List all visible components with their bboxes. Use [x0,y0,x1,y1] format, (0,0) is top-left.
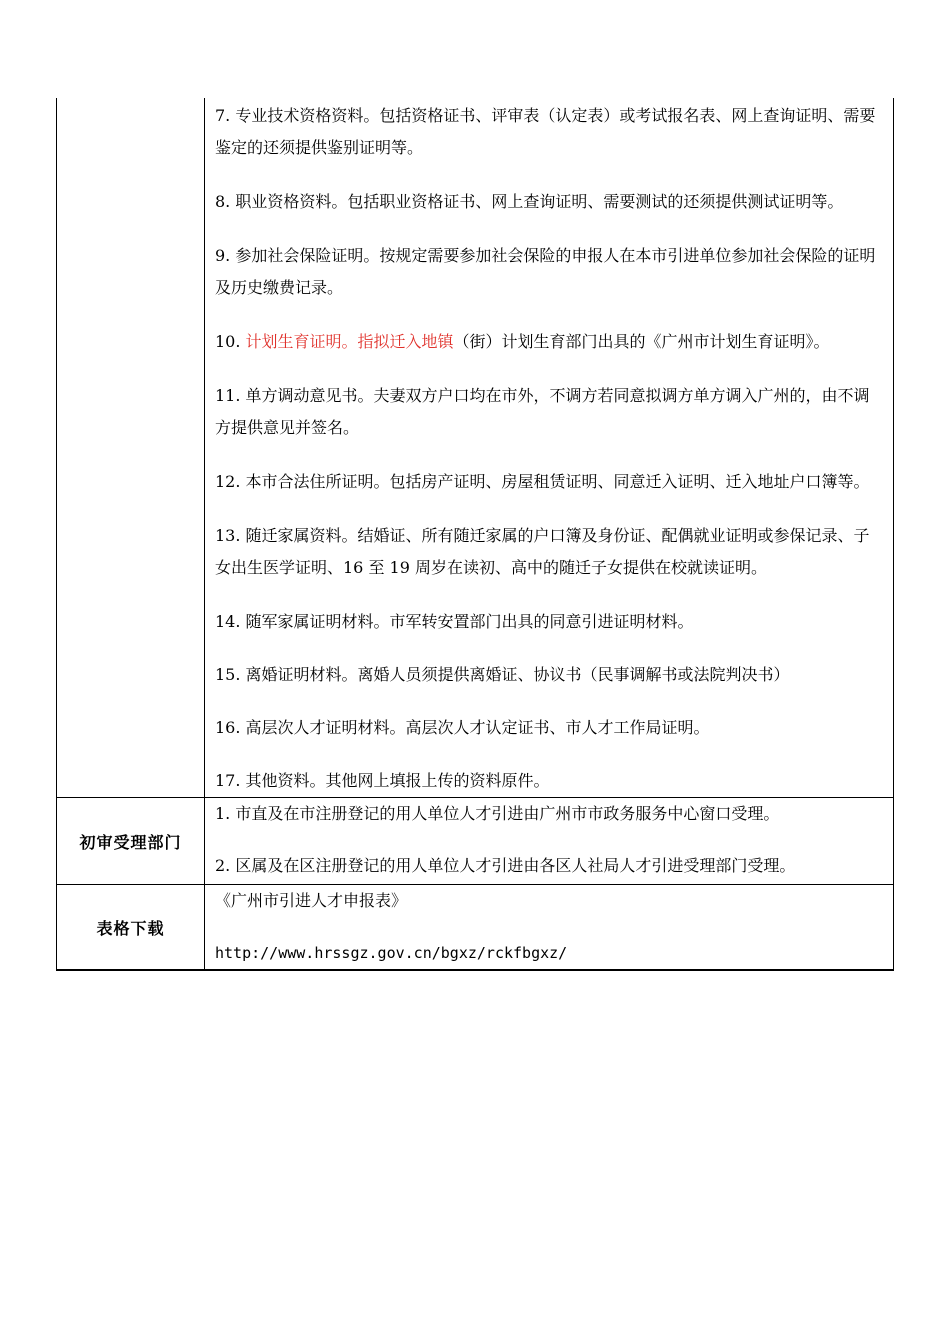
materials-content-cell [205,98,894,798]
material-item-15: 15. 离婚证明材料。离婚人员须提供离婚证、协议书（民事调解书或法院判决书） [215,665,790,684]
material-item-16: 16. 高层次人才证明材料。高层次人才认定证书、市人才工作局证明。 [215,718,710,737]
material-item-17: 17. 其他资料。其他网上填报上传的资料原件。 [215,771,550,790]
materials-row [57,98,894,798]
material-item-12: 12. 本市合法住所证明。包括房产证明、房屋租赁证明、同意迁入证明、迁入地址户口簿等。 [215,472,870,491]
form-title: 《广州市引进人才申报表》 [215,891,408,910]
dept-row [57,798,894,885]
forms-row [57,885,894,971]
forms-label: 表格下载 [57,885,205,971]
materials-label-cell [57,98,205,798]
requirements-table [56,98,894,971]
forms-content-cell [205,885,894,971]
material-item-10 [215,326,883,358]
material-item-8: 8. 职业资格资料。包括职业资格证书、网上查询证明、需要测试的还须提供测试证明等。 [215,192,844,211]
material-item-7: 7. 专业技术资格资料。包括资格证书、评审表（认定表）或考试报名表、网上查询证明、需要鉴定的还须提供鉴别证明等。 [215,106,876,157]
material-item-9: 9. 参加社会保险证明。按规定需要参加社会保险的申报人在本市引进单位参加社会保险的证明及历史缴费记录。 [215,246,876,297]
dept-item-1: 1. 市直及在市注册登记的用人单位人才引进由广州市市政务服务中心窗口受理。 [215,804,780,823]
dept-item-2: 2. 区属及在区注册登记的用人单位人才引进由各区人社局人才引进受理部门受理。 [215,856,796,875]
dept-label: 初审受理部门 [57,798,205,885]
material-item-10-text: （街）计划生育部门出具的《广州市计划生育证明》。 [453,332,830,351]
material-item-10-number: 10. [215,332,246,351]
material-item-11: 11. 单方调动意见书。夫妻双方户口均在市外，不调方若同意拟调方单方调入广州的，由不调方提供意见并签名。 [215,386,870,437]
form-download-link[interactable]: http://www.hrssgz.gov.cn/bgxz/rckfbgxz/ [215,944,568,962]
material-item-14: 14. 随军家属证明材料。市军转安置部门出具的同意引进证明材料。 [215,612,694,631]
material-item-10-highlight: 计划生育证明。指拟迁入地镇 [245,332,454,351]
material-item-13: 13. 随迁家属资料。结婚证、所有随迁家属的户口簿及身份证、配偶就业证明或参保记录、子女出生医学证明、16 至 19 周岁在读初、高中的随迁子女提供在校就读证明。 [215,526,870,577]
dept-content-cell [205,798,894,885]
